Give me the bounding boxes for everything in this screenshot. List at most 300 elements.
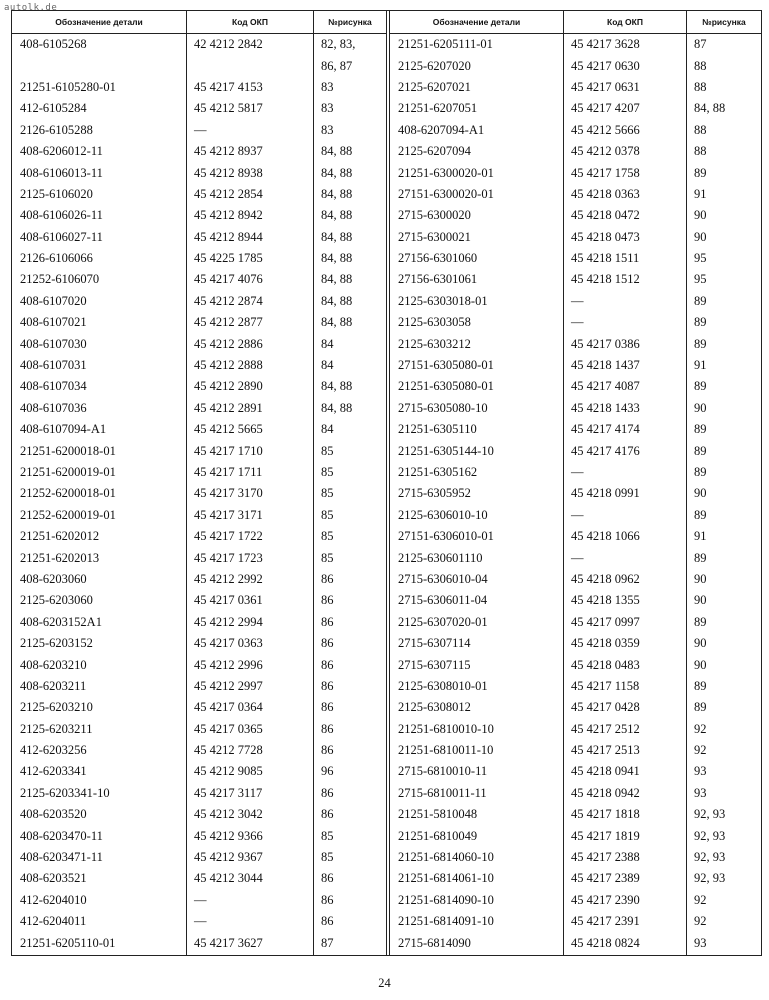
figure-number: 86 <box>321 571 334 586</box>
figure-number: 86 <box>321 807 334 822</box>
figure-number: 84, 88 <box>321 208 353 223</box>
okp-code: 45 4218 1511 <box>571 251 640 266</box>
figure-number: 85 <box>321 443 334 458</box>
figure-number: 89 <box>694 507 707 522</box>
figure-number: 92 <box>694 892 707 907</box>
okp-code: 45 4212 3042 <box>194 807 263 822</box>
okp-code: 45 4212 2874 <box>194 293 263 308</box>
figure-number: 84 <box>321 422 334 437</box>
table-row <box>390 547 761 568</box>
part-designation: 21251-6205111-01 <box>398 37 493 52</box>
part-designation: 408-6203211 <box>20 678 87 693</box>
okp-code: — <box>194 914 207 929</box>
okp-code: 45 4212 9366 <box>194 828 263 843</box>
table-row <box>390 398 761 419</box>
okp-code: — <box>194 892 207 907</box>
part-designation: 27151-6300020-01 <box>398 186 494 201</box>
header-figure-no: №рисунка <box>313 11 386 33</box>
figure-number: 90 <box>694 657 707 672</box>
part-designation: 2126-6106066 <box>20 251 93 266</box>
part-designation: 412-6204010 <box>20 892 87 907</box>
table-row <box>390 868 761 889</box>
table-row <box>12 141 386 162</box>
okp-code: 45 4217 0997 <box>571 614 640 629</box>
okp-code: 45 4217 4076 <box>194 272 263 287</box>
header-designation: Обозначение детали <box>432 17 521 27</box>
table-row <box>12 911 386 932</box>
part-designation: 2125-6203341-10 <box>20 785 110 800</box>
okp-code: 45 4218 1512 <box>571 272 640 287</box>
figure-number: 86 <box>321 678 334 693</box>
part-designation: 408-6206012-11 <box>20 144 103 159</box>
okp-code: 45 4217 1758 <box>571 165 640 180</box>
table-row <box>12 376 386 397</box>
table-row <box>390 184 761 205</box>
table-row <box>12 34 386 55</box>
table-row <box>390 120 761 141</box>
okp-code: 45 4212 3044 <box>194 871 263 886</box>
table-row <box>390 141 761 162</box>
figure-number: 89 <box>694 443 707 458</box>
okp-code: 45 4218 0483 <box>571 657 640 672</box>
figure-number: 83 <box>321 101 334 116</box>
figure-number: 92, 93 <box>694 807 726 822</box>
table-row <box>390 34 761 55</box>
part-designation: 21251-6305080-01 <box>398 379 494 394</box>
part-designation: 2715-6814090 <box>398 935 471 950</box>
table-row <box>390 440 761 461</box>
okp-code: 45 4217 2388 <box>571 850 640 865</box>
okp-code: 45 4212 8938 <box>194 165 263 180</box>
okp-code: 45 4217 1818 <box>571 807 640 822</box>
part-designation: 2715-6306011-04 <box>398 593 488 608</box>
part-designation: 2715-6305080-10 <box>398 400 488 415</box>
table-row <box>12 526 386 547</box>
figure-number: 84 <box>321 336 334 351</box>
okp-code: 45 4212 2994 <box>194 614 263 629</box>
figure-number: 86 <box>321 614 334 629</box>
part-designation: 408-6203471-11 <box>20 850 103 865</box>
okp-code: 45 4217 2391 <box>571 914 640 929</box>
part-designation: 2126-6105288 <box>20 122 93 137</box>
part-designation: 27151-6305080-01 <box>398 358 494 373</box>
part-designation: 2125-6207021 <box>398 79 471 94</box>
table-row <box>390 55 761 76</box>
okp-code: 45 4212 2891 <box>194 400 263 415</box>
table-row <box>12 654 386 675</box>
figure-number: 89 <box>694 379 707 394</box>
okp-code: 45 4217 4176 <box>571 443 640 458</box>
figure-number: 92, 93 <box>694 828 726 843</box>
part-designation: 21251-6814061-10 <box>398 871 494 886</box>
figure-number: 90 <box>694 208 707 223</box>
figure-number: 86 <box>321 892 334 907</box>
figure-number: 89 <box>694 422 707 437</box>
part-designation: 2125-6303058 <box>398 315 471 330</box>
okp-code: 45 4217 2389 <box>571 871 640 886</box>
part-designation: 2125-6307020-01 <box>398 614 488 629</box>
part-designation: 408-6203470-11 <box>20 828 103 843</box>
part-designation: 21251-6305162 <box>398 465 478 479</box>
figure-number: 83 <box>321 79 334 94</box>
part-designation: 2125-6207020 <box>398 58 471 73</box>
table-row <box>12 184 386 205</box>
okp-code: 45 4217 0630 <box>571 58 640 73</box>
figure-number: 90 <box>694 400 707 415</box>
table-row <box>390 355 761 376</box>
okp-code: 45 4212 0378 <box>571 144 640 159</box>
table-row <box>12 98 386 119</box>
part-designation: 408-6106013-11 <box>20 165 103 180</box>
okp-code: 45 4212 2996 <box>194 657 263 672</box>
table-row <box>12 269 386 290</box>
part-designation: 412-6105284 <box>20 101 87 116</box>
okp-code: 45 4218 1066 <box>571 529 640 544</box>
table-row <box>12 398 386 419</box>
table-row <box>12 719 386 740</box>
figure-number: 84, 88 <box>321 315 353 330</box>
part-designation: 2125-6203211 <box>20 721 93 736</box>
okp-code: 45 4217 1819 <box>571 828 640 843</box>
part-designation: 2715-6810010-11 <box>398 764 488 779</box>
part-designation: 408-6106026-11 <box>20 208 103 223</box>
okp-code: 45 4218 0473 <box>571 229 640 244</box>
figure-number: 92 <box>694 914 707 929</box>
figure-number: 91 <box>694 529 707 544</box>
table-row <box>12 847 386 868</box>
part-designation: 21251-6814090-10 <box>398 892 494 907</box>
figure-number: 93 <box>694 764 707 779</box>
part-designation: 2125-6308010-01 <box>398 678 488 693</box>
okp-code: 45 4217 4207 <box>571 101 640 116</box>
okp-code: 45 4217 0364 <box>194 700 263 715</box>
table-row <box>390 697 761 718</box>
okp-code: 45 4212 8942 <box>194 208 263 223</box>
okp-code: 45 4217 2513 <box>571 743 640 758</box>
okp-code: 45 4217 3628 <box>571 37 640 52</box>
okp-code: 45 4217 3117 <box>194 785 263 800</box>
figure-number: 89 <box>694 165 707 180</box>
part-designation: 408-6106027-11 <box>20 229 103 244</box>
table-row <box>12 825 386 846</box>
figure-number: 88 <box>694 79 707 94</box>
part-designation: 2125-6203210 <box>20 700 93 715</box>
table-row <box>390 269 761 290</box>
table-row <box>12 612 386 633</box>
table-row <box>390 654 761 675</box>
figure-number: 92 <box>694 743 707 758</box>
part-designation: 408-6107034 <box>20 379 87 394</box>
table-row <box>12 248 386 269</box>
table-row <box>12 868 386 889</box>
part-designation: 2715-6306010-04 <box>398 571 488 586</box>
figure-number: 86 <box>321 700 334 715</box>
okp-code: 45 4212 8944 <box>194 229 263 244</box>
figure-number: 89 <box>694 293 707 308</box>
okp-code: 45 4218 1433 <box>571 400 640 415</box>
part-designation: 2125-6308012 <box>398 700 471 715</box>
table-row <box>390 612 761 633</box>
part-designation: 21251-6814091-10 <box>398 914 494 929</box>
table-header <box>390 11 761 34</box>
table-row <box>12 505 386 526</box>
table-row <box>390 911 761 932</box>
okp-code: — <box>194 122 207 137</box>
table-row <box>12 162 386 183</box>
table-row <box>12 419 386 440</box>
figure-number: 87 <box>694 37 707 52</box>
table-row <box>390 783 761 804</box>
part-designation: 2125-6303018-01 <box>398 293 488 308</box>
figure-number: 83 <box>321 122 334 137</box>
okp-code: 45 4212 2854 <box>194 186 263 201</box>
figure-number: 84, 88 <box>321 251 353 266</box>
table-row <box>12 333 386 354</box>
part-designation: 2125-6203060 <box>20 593 93 608</box>
okp-code: 45 4218 0824 <box>571 935 640 950</box>
table-row <box>12 547 386 568</box>
table-row <box>12 483 386 504</box>
okp-code: — <box>571 315 584 330</box>
table-row <box>390 676 761 697</box>
table-row <box>12 932 386 953</box>
header-okp-code: Код ОКП <box>563 11 686 33</box>
header-figure-no: №рисунка <box>686 11 761 33</box>
okp-code: 45 4218 0359 <box>571 636 640 651</box>
part-designation: 2715-6300020 <box>398 208 471 223</box>
part-designation: 21251-6810011-10 <box>398 743 494 758</box>
figure-number: 84, 88 <box>321 229 353 244</box>
part-designation: 21252-6200019-01 <box>20 507 116 522</box>
table-row <box>390 890 761 911</box>
part-designation: 408-6203521 <box>20 871 87 886</box>
parts-table <box>11 10 762 956</box>
part-designation: 2715-6810011-11 <box>398 785 487 800</box>
okp-code: 45 4218 0941 <box>571 764 640 779</box>
figure-number: 88 <box>694 122 707 137</box>
table-row <box>390 77 761 98</box>
figure-number: 85 <box>321 550 334 565</box>
figure-number: 82, 83, <box>321 37 356 52</box>
okp-code: 45 4217 1710 <box>194 443 263 458</box>
part-designation: 412-6203341 <box>20 764 87 779</box>
part-designation: 408-6107020 <box>20 293 87 308</box>
part-designation: 408-6105268 <box>20 37 87 52</box>
figure-number: 84, 88 <box>321 144 353 159</box>
figure-number: 86 <box>321 785 334 800</box>
part-designation: 2125-6306010-10 <box>398 507 488 522</box>
figure-number: 89 <box>694 678 707 693</box>
figure-number: 84, 88 <box>321 293 353 308</box>
table-row <box>12 227 386 248</box>
figure-number: 90 <box>694 636 707 651</box>
part-designation: 2125-6106020 <box>20 186 93 201</box>
part-designation: 27156-6301061 <box>398 272 478 287</box>
figure-number: 86 <box>321 636 334 651</box>
okp-code: 45 4212 9367 <box>194 850 263 865</box>
table-row <box>390 205 761 226</box>
okp-code: 45 4212 5666 <box>571 122 640 137</box>
figure-number: 84, 88 <box>321 272 353 287</box>
part-designation: 408-6107021 <box>20 315 87 330</box>
okp-code: 45 4212 2992 <box>194 571 263 586</box>
figure-number: 84, 88 <box>694 101 726 116</box>
okp-code: 45 4212 8937 <box>194 144 263 159</box>
table-row <box>12 77 386 98</box>
part-designation: 2125-6303212 <box>398 336 471 351</box>
table-row <box>12 462 386 483</box>
part-designation: 21251-5810048 <box>398 807 478 822</box>
table-row <box>390 740 761 761</box>
table-row <box>390 227 761 248</box>
part-designation: 408-6107030 <box>20 336 87 351</box>
okp-code: 45 4217 1722 <box>194 529 263 544</box>
part-designation: 21251-6200019-01 <box>20 465 116 479</box>
okp-code: 45 4217 4174 <box>571 422 640 437</box>
figure-number: 85 <box>321 850 334 865</box>
figure-number: 95 <box>694 272 707 287</box>
table-row <box>12 761 386 782</box>
okp-code: 42 4212 2842 <box>194 37 263 52</box>
okp-code: 45 4217 2512 <box>571 721 640 736</box>
okp-code: 45 4212 2997 <box>194 678 263 693</box>
figure-number: 86, 87 <box>321 58 353 73</box>
okp-code: 45 4212 7728 <box>194 743 263 758</box>
okp-code: 45 4217 0363 <box>194 636 263 651</box>
table-row <box>390 825 761 846</box>
okp-code: 45 4217 0631 <box>571 79 640 94</box>
table-row <box>12 355 386 376</box>
okp-code: 45 4217 0386 <box>571 336 640 351</box>
figure-number: 89 <box>694 315 707 330</box>
figure-number: 96 <box>321 764 334 779</box>
table-row <box>390 719 761 740</box>
figure-number: 91 <box>694 358 707 373</box>
okp-code: — <box>571 465 584 479</box>
table-row <box>390 761 761 782</box>
part-designation: 2125-630601110 <box>398 550 483 565</box>
figure-number: 92, 93 <box>694 850 726 865</box>
okp-code: — <box>571 293 584 308</box>
table-row <box>390 932 761 953</box>
figure-number: 88 <box>694 144 707 159</box>
figure-number: 90 <box>694 571 707 586</box>
figure-number: 86 <box>321 657 334 672</box>
figure-number: 85 <box>321 828 334 843</box>
table-row <box>12 120 386 141</box>
figure-number: 84, 88 <box>321 186 353 201</box>
table-row <box>390 804 761 825</box>
table-row <box>390 291 761 312</box>
figure-number: 88 <box>694 58 707 73</box>
part-designation: 2715-6305952 <box>398 486 471 501</box>
figure-number: 91 <box>694 186 707 201</box>
table-row <box>12 783 386 804</box>
okp-code: 45 4212 5665 <box>194 422 263 437</box>
table-row <box>390 98 761 119</box>
figure-number: 89 <box>694 465 707 479</box>
okp-code: 45 4218 0942 <box>571 785 640 800</box>
okp-code: 45 4218 1437 <box>571 358 640 373</box>
table-row <box>12 590 386 611</box>
figure-number: 85 <box>321 529 334 544</box>
figure-number: 86 <box>321 743 334 758</box>
header-okp-code: Код ОКП <box>186 11 313 33</box>
part-designation: 21251-6305110 <box>398 422 477 437</box>
okp-code: 45 4217 2390 <box>571 892 640 907</box>
table-row <box>12 740 386 761</box>
okp-code: 45 4217 1723 <box>194 550 263 565</box>
figure-number: 90 <box>694 229 707 244</box>
page-number: 24 <box>378 976 391 990</box>
okp-code: — <box>571 550 584 565</box>
part-designation: 21251-6305144-10 <box>398 443 494 458</box>
okp-code: 45 4217 3170 <box>194 486 263 501</box>
table-row <box>12 205 386 226</box>
part-designation: 21251-6200018-01 <box>20 443 116 458</box>
figure-number: 86 <box>321 871 334 886</box>
figure-number: 87 <box>321 935 334 950</box>
header-designation: Обозначение детали <box>55 17 143 27</box>
part-designation: 21251-6202012 <box>20 529 100 544</box>
part-designation: 2715-6300021 <box>398 229 471 244</box>
part-designation: 21251-6207051 <box>398 101 478 116</box>
table-row <box>390 312 761 333</box>
table-row <box>12 440 386 461</box>
table-row <box>390 333 761 354</box>
part-designation: 408-6207094-A1 <box>398 122 485 137</box>
okp-code: 45 4217 0365 <box>194 721 263 736</box>
figure-number: 89 <box>694 700 707 715</box>
figure-number: 89 <box>694 550 707 565</box>
figure-number: 85 <box>321 486 334 501</box>
figure-number: 93 <box>694 785 707 800</box>
figure-number: 86 <box>321 593 334 608</box>
okp-code: 45 4217 0428 <box>571 700 640 715</box>
part-designation: 21251-6814060-10 <box>398 850 494 865</box>
part-designation: 2125-6207094 <box>398 144 471 159</box>
figure-number: 92 <box>694 721 707 736</box>
figure-number: 90 <box>694 486 707 501</box>
right-table-half <box>390 11 761 955</box>
figure-number: 95 <box>694 251 707 266</box>
part-designation: 21251-6810049 <box>398 828 478 843</box>
okp-code: 45 4217 3171 <box>194 507 263 522</box>
okp-code: 45 4218 1355 <box>571 593 640 608</box>
part-designation: 27151-6306010-01 <box>398 529 494 544</box>
part-designation: 21251-6105280-01 <box>20 79 116 94</box>
part-designation: 27156-6301060 <box>398 251 478 266</box>
figure-number: 92, 93 <box>694 871 726 886</box>
table-row <box>12 697 386 718</box>
okp-code: 45 4212 2877 <box>194 315 263 330</box>
part-designation: 408-6203210 <box>20 657 87 672</box>
part-designation: 408-6203060 <box>20 571 87 586</box>
table-row <box>12 804 386 825</box>
table-row <box>390 590 761 611</box>
figure-number: 85 <box>321 507 334 522</box>
figure-number: 84 <box>321 358 334 373</box>
part-designation: 21251-6810010-10 <box>398 721 494 736</box>
table-row <box>390 162 761 183</box>
part-designation: 2715-6307114 <box>398 636 471 651</box>
okp-code: 45 4212 2890 <box>194 379 263 394</box>
left-rows <box>12 34 386 955</box>
table-row <box>12 569 386 590</box>
okp-code: 45 4225 1785 <box>194 251 263 266</box>
table-row <box>390 462 761 483</box>
okp-code: 45 4212 9085 <box>194 764 263 779</box>
